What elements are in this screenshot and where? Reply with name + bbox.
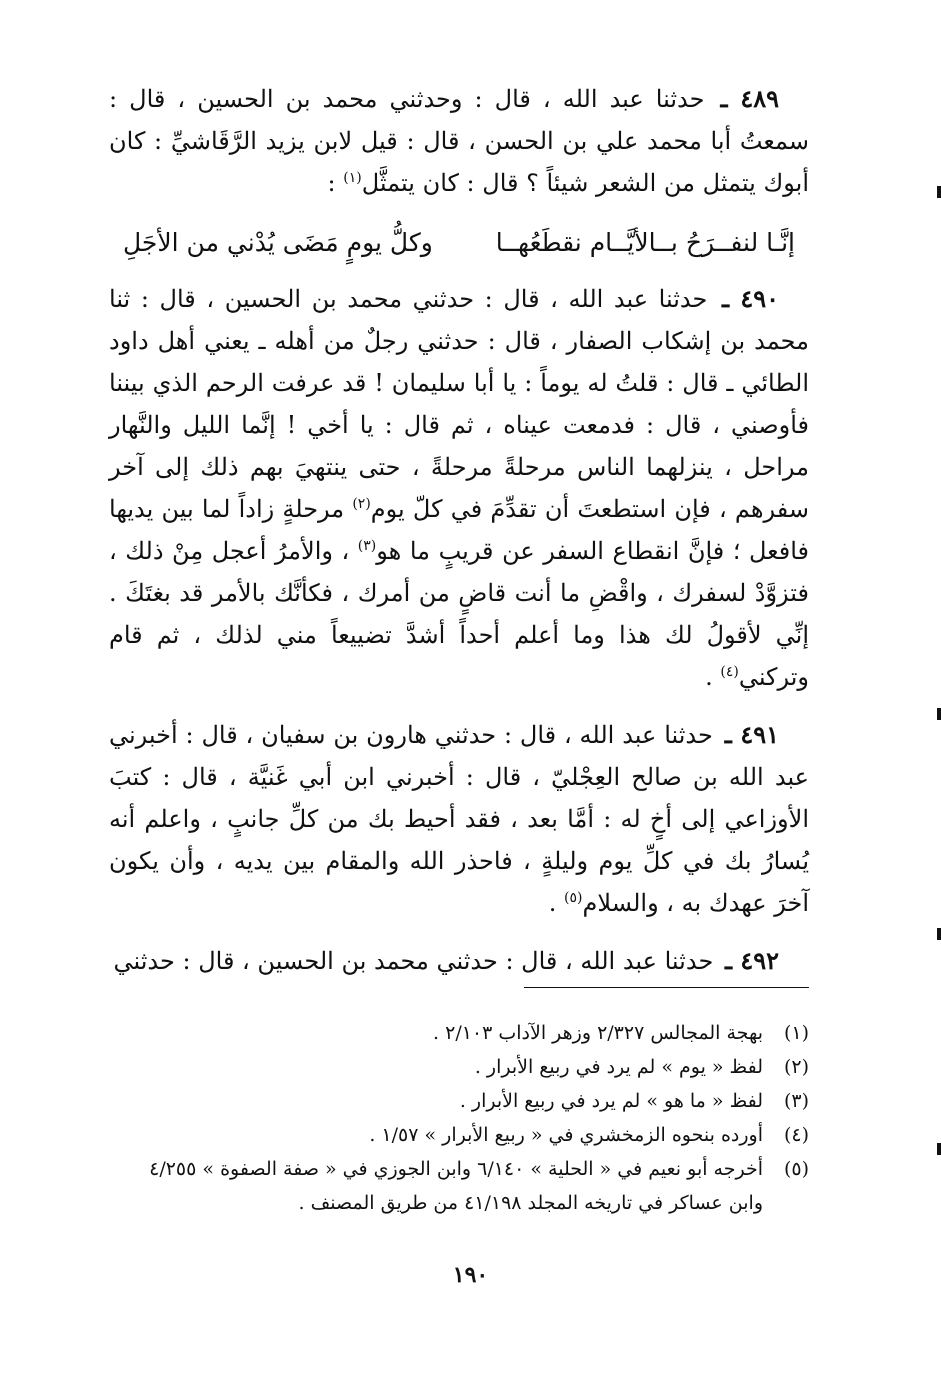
poetry-verse	[109, 220, 809, 266]
entry-490	[109, 278, 809, 698]
footnote-item	[109, 1016, 809, 1050]
verse-first-hemistich: إنَّـا لنفــرَحُ بــالأيَّــام نقطَعُهــا	[495, 228, 795, 257]
footnote-ref[interactable]: (٢)	[352, 496, 371, 512]
entry-paragraph	[109, 278, 809, 698]
main-text	[109, 78, 809, 998]
entry-text: حدثنا عبد الله ، قال : حدثني محمد بن الحسين ، قال : ثنا محمد بن إشكاب الصفار ، قال : حدثني رجلٌ من أهله ـ يعني أهل داود الطائي ـ قال : قلتُ له يوماً : يا أبا سليمان ! قد عرفت الرحم الذي بيننا فأوصني ، قال : فدمعت عيناه ، ثم قال : يا أخي ! إنَّما الليل والنَّهار مراحل ، ينزلهما الناس مرحلةً مرحلةً ، حتى ينتهيَ بهم ذلك إلى آخر سفرهم ، فإن استطعتَ أن تقدِّمَ في كلّ يوم	[109, 285, 810, 523]
entry-text-tail: ، والأمرُ أعجل مِنْ ذلك ، فتزوَّدْ لسفرك ، واقْضِ ما أنت قاضٍ من أمرك ، فكأنَّك بالأمر قد بغتَكَ . إنِّي لأقولُ لك هذا وما أعلم أحداً أشدَّ تضييعاً مني لذلك ، ثم قام وتركني	[109, 537, 809, 691]
footnote-marker: (٤)	[783, 1124, 809, 1146]
scan-edge-mark	[937, 928, 941, 940]
footnote-ref[interactable]: (١)	[343, 170, 362, 186]
entry-text: حدثنا عبد الله ، قال : حدثني هارون بن سفيان ، قال : أخبرني عبد الله بن صالح العِجْليّ ، قال : أخبرني ابن أبي غَنيَّة ، قال : كتبَ الأوزاعي إلى أخٍ له : أمَّا بعد ، فقد أحيط بك من كلِّ جانبٍ ، واعلم أنه يُسارُ بك في كلِّ يوم وليلةٍ ، فاحذر الله والمقام بين يديه ، وأن يكون آخرَ عهدك به ، والسلام	[109, 721, 809, 917]
footnote-item	[109, 1118, 809, 1152]
entry-text-tail: مرحلةٍ زاداً لما بين يديها فافعل ؛ فإنَّ انقطاع السفر عن قريبٍ ما هو	[109, 495, 809, 565]
footnote-text: أورده بنحوه الزمخشري في « ربيع الأبرار » ١/٥٧ .	[369, 1124, 763, 1146]
entry-paragraph	[109, 78, 809, 204]
footnote-marker: (٢)	[783, 1056, 809, 1078]
entry-number: ٤٩٠ ـ	[721, 284, 779, 313]
footnote-separator	[524, 987, 809, 988]
footnote-marker: (٣)	[783, 1090, 809, 1112]
footnote-text: لفظ « ما هو » لم يرد في ربيع الأبرار .	[459, 1090, 763, 1112]
footnote-marker: (١)	[783, 1022, 809, 1044]
entry-text-tail: .	[548, 889, 565, 917]
footnote-item	[109, 1050, 809, 1084]
footnote-item	[109, 1084, 809, 1118]
scan-edge-mark	[937, 708, 941, 720]
footnote-marker: (٥)	[783, 1158, 809, 1180]
footnote-ref[interactable]: (٥)	[564, 890, 583, 906]
entry-paragraph	[109, 940, 809, 982]
page-number: ١٩٠	[452, 1262, 489, 1288]
entry-491	[109, 714, 809, 924]
entry-number: ٤٨٩ ـ	[720, 84, 779, 113]
entry-489	[109, 78, 809, 204]
entry-number: ٤٩١ ـ	[724, 720, 779, 749]
entry-text: حدثنا عبد الله ، قال : حدثني محمد بن الحسين ، قال : حدثني	[113, 947, 714, 975]
entry-text-tail: :	[327, 169, 344, 197]
entry-text: حدثنا عبد الله ، قال : وحدثني محمد بن الحسين ، قال : سمعتُ أبا محمد علي بن الحسن ، قال : قيل لابن يزيد الرَّقَاشيِّ : كان أبوك يتمثل من الشعر شيئاً ؟ قال : كان يتمثَّل	[109, 85, 809, 197]
entry-text-tail: .	[705, 663, 721, 691]
footnote-text: أخرجه أبو نعيم في « الحلية » ٦/١٤٠ وابن الجوزي في « صفة الصفوة » ٤/٢٥٥ وابن عساكر في تاريخه المجلد ٤١/١٩٨ من طريق المصنف .	[149, 1158, 763, 1214]
entry-number: ٤٩٢ ـ	[724, 946, 779, 975]
footnote-ref[interactable]: (٤)	[720, 664, 739, 680]
entry-492	[109, 940, 809, 982]
footnotes	[109, 1016, 809, 1220]
footnote-text: بهجة المجالس ٢/٣٢٧ وزهر الآداب ٢/١٠٣ .	[433, 1022, 763, 1044]
verse-second-hemistich: وكلُّ يومٍ مَضَى يُدْني من الأجَلِ	[123, 228, 433, 257]
footnote-item	[109, 1152, 809, 1220]
footnote-text: لفظ « يوم » لم يرد في ربيع الأبرار .	[474, 1056, 763, 1078]
entry-paragraph	[109, 714, 809, 924]
scan-edge-mark	[937, 1143, 941, 1155]
footnote-ref[interactable]: (٣)	[357, 538, 377, 554]
scan-edge-mark	[937, 186, 941, 198]
